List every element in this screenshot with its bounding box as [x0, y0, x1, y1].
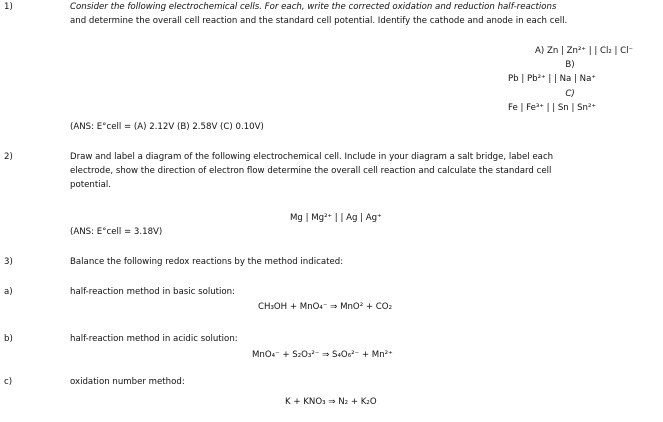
question-3-number: 3) — [4, 257, 13, 267]
question-1-answer: (ANS: E°cell = (A) 2.12V (B) 2.58V (C) 0.10V) — [70, 122, 264, 132]
cell-mg-ag: Mg | Mg²⁺ | | Ag | Ag⁺ — [290, 213, 382, 223]
question-1-text-line1: Consider the following electrochemical cells. For each, write the corrected oxidation and reduction half-reactions — [70, 2, 557, 12]
part-c-equation: K + KNO₃ ⇒ N₂ + K₂O — [285, 397, 377, 407]
question-2-text-line1: Draw and label a diagram of the following electrochemical cell. Include in your diagram a salt bridge, label each — [70, 152, 554, 162]
part-a-equation: CH₃OH + MnO₄⁻ ⇒ MnO² + CO₂ — [258, 302, 393, 312]
cell-b-label: B) — [565, 60, 575, 70]
question-2-text-line3: potential. — [70, 180, 111, 190]
question-2-text-line2: electrode, show the direction of electron flow determine the overall cell reaction and calculate the standard cell — [70, 166, 552, 176]
part-b-label: b) — [4, 334, 13, 344]
question-2-answer: (ANS: E°cell = 3.18V) — [70, 227, 163, 237]
part-c-method: oxidation number method: — [70, 377, 185, 387]
question-2-number: 2) — [4, 152, 13, 162]
question-3-intro: Balance the following redox reactions by the method indicated: — [70, 257, 344, 267]
cell-c-label: C) — [565, 89, 575, 99]
question-1-text-line2: and determine the overall cell reaction and the standard cell potential. Identify the cathode and anode in each cell. — [70, 16, 568, 26]
part-b-method: half-reaction method in acidic solution: — [70, 334, 238, 344]
part-a-method: half-reaction method in basic solution: — [70, 287, 236, 297]
part-c-label: c) — [4, 377, 13, 387]
cell-a: A) Zn | Zn²⁺ | | Cl₂ | Cl⁻ — [535, 46, 634, 56]
question-1-number: 1) — [4, 2, 13, 12]
part-b-equation: MnO₄⁻ + S₂O₃²⁻ ⇒ S₄O₆²⁻ + Mn²⁺ — [252, 350, 393, 360]
cell-c: Fe | Fe³⁺ | | Sn | Sn²⁺ — [508, 103, 596, 113]
part-a-label: a) — [4, 287, 13, 297]
cell-b: Pb | Pb²⁺ | | Na | Na⁺ — [508, 74, 596, 84]
